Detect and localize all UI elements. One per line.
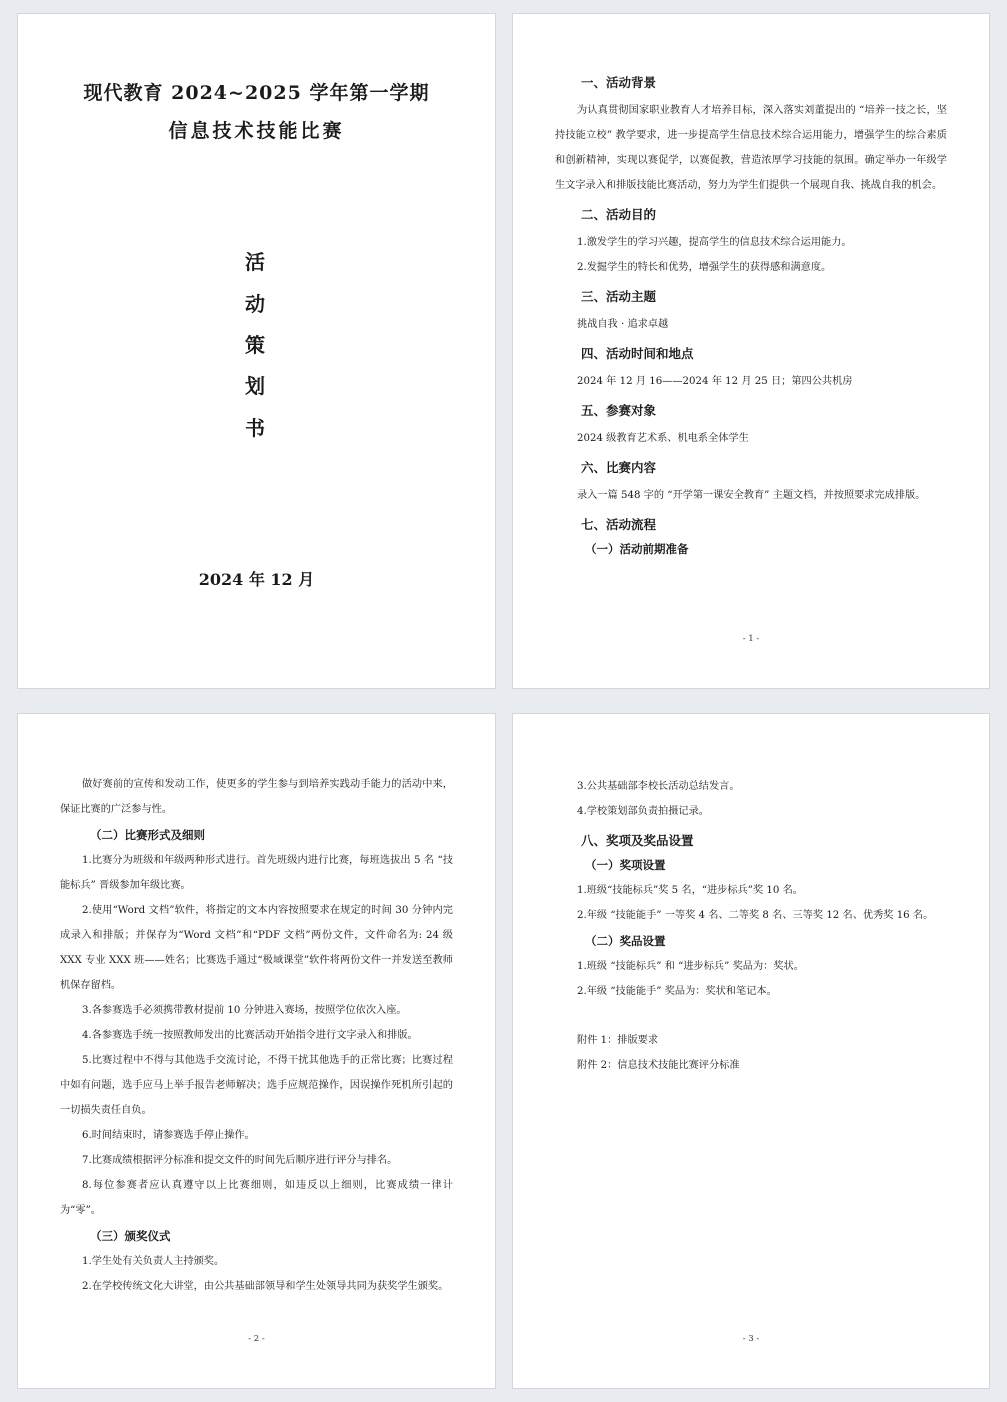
list-item: 1.学生处有关负责人主持颁奖。 [82,1256,225,1267]
list-item: 4.各参赛选手统一按照教师发出的比赛活动开始指令进行文字录入和排版。 [82,1030,418,1041]
subsection-heading: （二）比赛形式及细则 [90,828,205,842]
list-item: 3.公共基础部李校长活动总结发言。 [577,781,740,792]
cover-page [17,13,496,689]
list-item: 2.年级 “技能能手” 一等奖 4 名、二等奖 8 名、三等奖 12 名、优秀奖 16 名。 [577,910,934,921]
document-page-2 [17,713,496,1389]
document-page-3 [512,713,990,1389]
section-heading: 二、活动目的 [581,207,657,222]
page-number: - 1 - [742,634,760,644]
paragraph: 2024 级教育艺术系、机电系全体学生 [577,433,749,444]
list-item: 2.使用“Word 文档”软件，将指定的文本内容按照要求在规定的时间 30 分钟内完成录入和排版；并保存为“Word 文档”和“PDF 文档”两份文件，文件命名为: 24 级 XXX 专业 XXX 班——姓名；比赛选手通过“极域课堂”软件将两份文件一并发送至教师机保存留档。 [60,905,453,991]
list-item: 1.班级 “技能标兵” 和 “进步标兵” 奖品为：奖状。 [577,961,804,972]
page-number: - 2 - [248,1334,265,1344]
section-heading: 七、活动流程 [581,517,657,532]
page-content [555,774,947,1078]
list-item: 1.比赛分为班级和年级两种形式进行。首先班级内进行比赛，每班选拔出 5 名 “技能标兵” 晋级参加年级比赛。 [60,855,453,891]
paragraph: 2024 年 12 月 16——2024 年 12 月 25 日；第四公共机房 [577,376,853,387]
section-heading: 五、参赛对象 [581,403,657,418]
cover-vertical-char: 划 [245,374,265,398]
list-item: 2.年级 “技能能手” 奖品为：奖状和笔记本。 [577,986,777,997]
attachment-item: 附件 1：排版要求 [577,1035,659,1046]
paragraph: 挑战自我 · 追求卓越 [577,319,669,330]
section-heading: 六、比赛内容 [581,460,657,475]
subsection-heading: （一）奖项设置 [585,858,666,872]
list-item: 8.每位参赛者应认真遵守以上比赛细则，如违反以上细则，比赛成绩一律计为“零”。 [60,1180,453,1216]
paragraph: 为认真贯彻国家职业教育人才培养目标，深入落实刘董提出的 “培养一技之长，坚持技能立校” 教学要求，进一步提高学生信息技术综合运用能力，增强学生的综合素质和创新精神，实现以赛促学，以赛促教，营造浓厚学习技能的氛围。确定举办一年级学生文字录入和排版技能比赛活动，努力为学生们提供一个展现自我、挑战自我的机会。 [555,105,947,191]
list-item: 6.时间结束时，请参赛选手停止操作。 [82,1130,255,1141]
list-item: 1.班级“技能标兵”奖 5 名，“进步标兵”奖 10 名。 [577,885,803,896]
paragraph: 录入一篇 548 字的 “开学第一课安全教育” 主题文档，并按照要求完成排版。 [577,490,926,501]
section-heading: 一、活动背景 [581,75,657,90]
cover-title-line2: 信息技术技能比赛 [168,120,345,142]
page-content [60,772,453,1299]
list-item: 2.发掘学生的特长和优势，增强学生的获得感和满意度。 [577,262,832,273]
section-heading: 三、活动主题 [581,289,657,304]
cover-vertical-char: 动 [245,292,265,316]
list-item: 5.比赛过程中不得与其他选手交流讨论，不得干扰其他选手的正常比赛；比赛过程中如有问题，选手应马上举手报告老师解决；选手应规范操作，因误操作死机所引起的一切损失责任自负。 [60,1055,453,1116]
page-number: - 3 - [742,1334,760,1344]
section-heading: 四、活动时间和地点 [581,346,694,361]
cover-date: 2024 年 12 月 [198,570,315,589]
document-page-1 [512,13,990,689]
list-item: 3.各参赛选手必须携带教材提前 10 分钟进入赛场，按照学位依次入座。 [82,1005,407,1016]
list-item: 7.比赛成绩根据评分标准和提交文件的时间先后顺序进行评分与排名。 [82,1155,398,1166]
list-item: 1.激发学生的学习兴趣，提高学生的信息技术综合运用能力。 [577,237,852,248]
subsection-heading: （一）活动前期准备 [585,542,689,556]
list-item: 4.学校策划部负责拍摄记录。 [577,806,709,817]
section-heading: 八、奖项及奖品设置 [581,833,694,848]
cover-title-line1: 现代教育 2024~2025 学年第一学期 [83,82,430,104]
list-item: 2.在学校传统文化大讲堂，由公共基础部领导和学生处领导共同为获奖学生颁奖。 [82,1281,449,1292]
cover-vertical-char: 策 [245,333,265,357]
subsection-heading: （三）颁奖仪式 [90,1229,171,1243]
page-content [555,74,947,562]
subsection-heading: （二）奖品设置 [585,934,666,948]
cover-vertical-char: 活 [245,250,265,274]
cover-vertical-char: 书 [245,416,265,440]
attachment-item: 附件 2：信息技术技能比赛评分标准 [577,1060,740,1071]
paragraph: 做好赛前的宣传和发动工作，使更多的学生参与到培养实践动手能力的活动中来，保证比赛的广泛参与性。 [60,779,453,815]
